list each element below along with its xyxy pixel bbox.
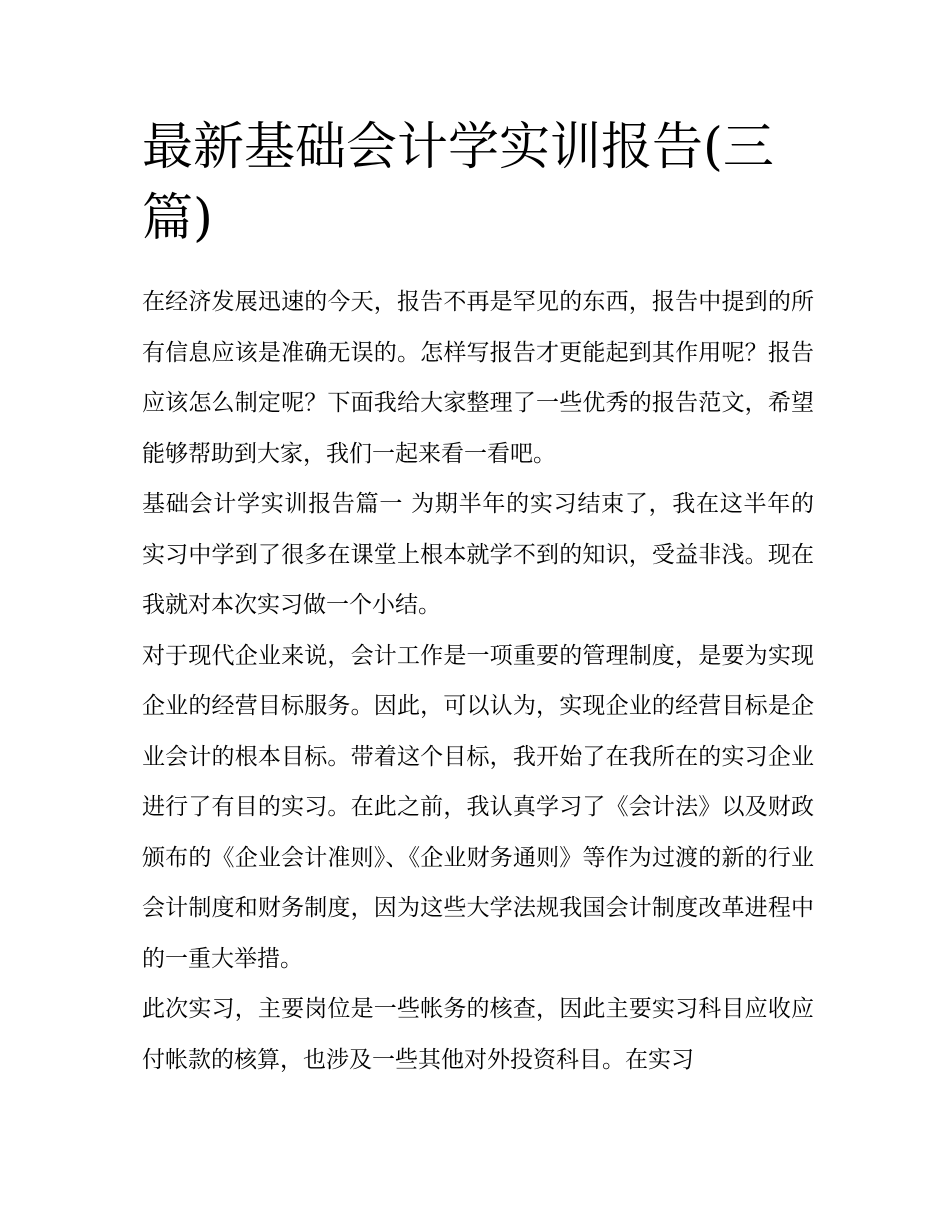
document-body — [142, 112, 814, 1085]
paragraph-accounting-goals: 对于现代企业来说，会计工作是一项重要的管理制度，是要为实现企业的经营目标服务。因此，可以认为，实现企业的经营目标是企业会计的根本目标。带着这个目标，我开始了在我所在的实习企业进行了有目的实习。在此之前，我认真学习了《会计法》以及财政颁布的《企业会计准则》、《企业财务通则》等作为过渡的新的行业会计制度和财务制度，因为这些大学法规我国会计制度改革进程中的一重大举措。 — [142, 642, 814, 972]
paragraph-part-one: 基础会计学实训报告篇一 为期半年的实习结束了，我在这半年的实习中学到了很多在课堂上根本就学不到的知识，受益非浅。现在我就对本次实习做一个小结。 — [142, 491, 814, 618]
document-title: 最新基础会计学实训报告(三篇) — [142, 118, 774, 248]
paragraph-internship-duties: 此次实习，主要岗位是一些帐务的核查，因此主要实习科目应收应付帐款的核算，也涉及一些其他对外投资科目。在实习 — [142, 996, 814, 1073]
paragraph-intro: 在经济发展迅速的今天，报告不再是罕见的东西，报告中提到的所有信息应该是准确无误的。怎样写报告才更能起到其作用呢？报告应该怎么制定呢？下面我给大家整理了一些优秀的报告范文，希望能够帮助到大家，我们一起来看一看吧。 — [142, 289, 814, 467]
